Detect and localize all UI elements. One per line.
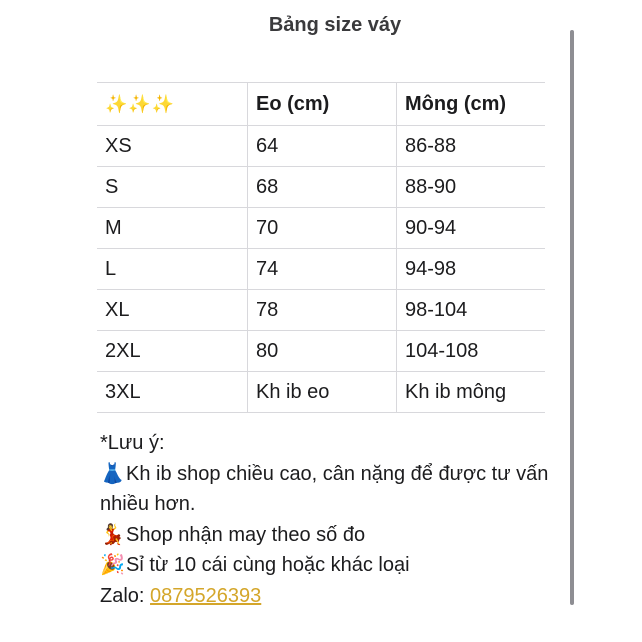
- table-row: [97, 372, 545, 413]
- dancer-icon: 💃: [100, 523, 125, 546]
- header-waist: Eo (cm): [248, 83, 397, 126]
- cell-waist: 80: [248, 331, 397, 372]
- page-title: Bảng size váy: [268, 14, 402, 36]
- cell-hip: Kh ib mông: [397, 372, 546, 413]
- scrollbar[interactable]: [570, 30, 574, 605]
- table-row: [97, 290, 545, 331]
- header-corner: [97, 83, 248, 126]
- cell-size: S: [97, 167, 248, 208]
- dress-icon: 👗: [100, 462, 125, 485]
- cell-hip: 104-108: [397, 331, 546, 372]
- notes-section: [100, 428, 570, 611]
- table-row: [97, 208, 545, 249]
- note-wholesale-text: Sỉ từ 10 cái cùng hoặc khác loại: [126, 554, 410, 576]
- party-popper-icon: 🎉: [100, 554, 125, 576]
- note-consult-text: Kh ib shop chiều cao, cân nặng để được tư vấn nhiều hơn.: [100, 462, 549, 515]
- cell-waist: 68: [248, 167, 397, 208]
- cell-size: 2XL: [97, 331, 248, 372]
- cell-size: XL: [97, 290, 248, 331]
- table-row: [97, 249, 545, 290]
- cell-hip: 98-104: [397, 290, 546, 331]
- cell-hip: 86-88: [397, 126, 546, 167]
- cell-hip: 94-98: [397, 249, 546, 290]
- note-consult: [100, 459, 570, 520]
- cell-waist: 78: [248, 290, 397, 331]
- cell-size: M: [97, 208, 248, 249]
- table-row: [97, 126, 545, 167]
- cell-size: XS: [97, 126, 248, 167]
- cell-waist: 64: [248, 126, 397, 167]
- notes-heading: *Lưu ý:: [100, 432, 165, 454]
- zalo-contact: [100, 581, 570, 612]
- zalo-label: Zalo:: [100, 584, 145, 607]
- cell-hip: 88-90: [397, 167, 546, 208]
- sparkles-icon: ✨✨✨: [105, 93, 176, 114]
- note-wholesale: [100, 550, 570, 581]
- cell-waist: 70: [248, 208, 397, 249]
- cell-size: L: [97, 249, 248, 290]
- size-table: [97, 82, 545, 413]
- cell-size: 3XL: [97, 372, 248, 413]
- table-row: [97, 331, 545, 372]
- header-hip: Mông (cm): [397, 83, 546, 126]
- cell-waist: Kh ib eo: [248, 372, 397, 413]
- table-header-row: [97, 83, 545, 126]
- cell-hip: 90-94: [397, 208, 546, 249]
- zalo-phone-link[interactable]: 0879526393: [150, 584, 262, 607]
- note-custom-text: Shop nhận may theo số đo: [126, 523, 366, 546]
- cell-waist: 74: [248, 249, 397, 290]
- note-custom: [100, 520, 570, 551]
- table-row: [97, 167, 545, 208]
